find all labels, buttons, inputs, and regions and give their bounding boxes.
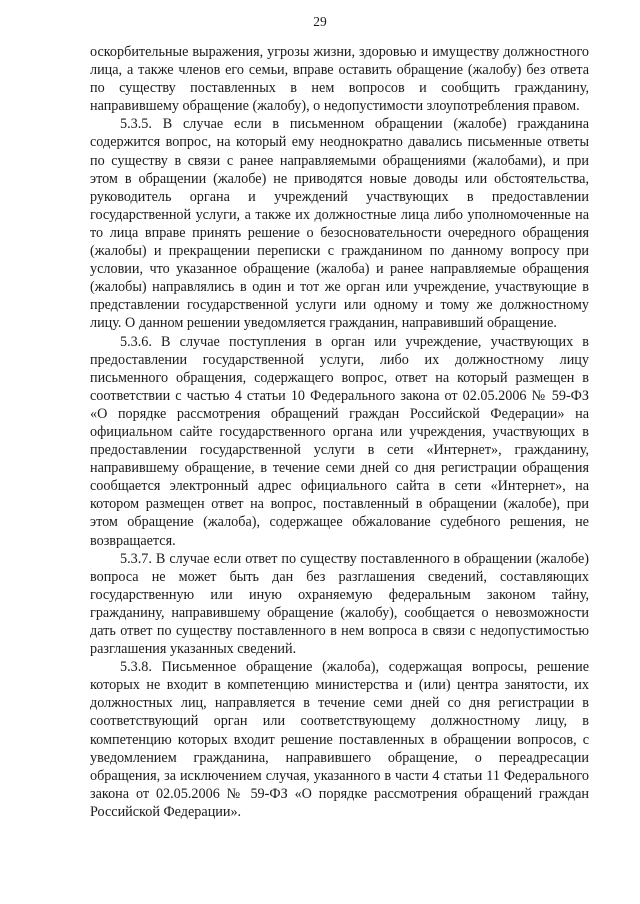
paragraph-5-3-8: 5.3.8. Письменное обращение (жалоба), содержащая вопросы, решение которых не входит в компетенцию министерства и (или) центра занятости, их должностных лиц, направляется в течение семи дней со дня регистрации в соответствующий орган или соответствующему должностному лицу, в компетенцию которых входит решение поставленных в обращении вопросов, с уведомлением гражданина, направившего обращение, о переадресации обращения, за исключением случая, указанного в части 4 статьи 11 Федерального закона от 02.05.2006 № 59-ФЗ «О порядке рассмотрения обращений граждан Российской Федерации».: [90, 659, 589, 820]
document-body: [90, 43, 589, 821]
paragraph-5-3-5: 5.3.5. В случае если в письменном обращении (жалобе) гражданина содержится вопрос, на который ему неоднократно давались письменные ответы по существу в связи с ранее направляемыми обращениями (жалобами), и при этом в обращении (жалобе) не приводятся новые доводы или обстоятельства, руководитель органа и учреждений участвующих в предоставлении государственной услуги, а также их должностные лица либо уполномоченные на то лица вправе принять решение о безосновательности очередного обращения (жалобы) и прекращении переписки с гражданином по данному вопросу при условии, что указанное обращение (жалоба) и ранее направляемые обращения (жалобы) направлялись в один и тот же орган или учреждение, участвующие в представлении государственной услуги или одному и тому же должностному лицу. О данном решении уведомляется гражданин, направивший обращение.: [90, 116, 589, 332]
paragraph-5-3-7: 5.3.7. В случае если ответ по существу поставленного в обращении (жалобе) вопроса не может быть дан без разглашения сведений, составляющих государственную или иную охраняемую федеральным законом тайну, гражданину, направившему обращение (жалобу), сообщается о невозможности дать ответ по существу поставленного в нем вопроса в связи с недопустимостью разглашения указанных сведений.: [90, 550, 589, 658]
paragraph-continuation: оскорбительные выражения, угрозы жизни, здоровью и имуществу должностного лица, а также членов его семьи, вправе оставить обращение (жалобу) без ответа по существу поставленных в нем вопросов и сообщить гражданину, направившему обращение (жалобу), о недопустимости злоупотребления правом.: [90, 44, 589, 115]
page-number: 29: [313, 14, 327, 29]
paragraph-5-3-6: 5.3.6. В случае поступления в орган или учреждение, участвующих в предоставлении государственной услуги, либо их должностному лицу письменного обращения, содержащего вопрос, ответ на который размещен в соответствии с частью 4 статьи 10 Федерального закона от 02.05.2006 № 59-ФЗ «О порядке рассмотрения обращений граждан Российской Федерации» на официальном сайте государственного органа или учреждения, участвующих в предоставлении государственной услуги в сети «Интернет», гражданину, направившему обращение, в течение семи дней со дня регистрации обращения сообщается электронный адрес официального сайта в сети «Интернет», на котором размещен ответ на вопрос, поставленный в обращении (жалобе), при этом обращение (жалоба), содержащее обжалование судебного решения, не возвращается.: [90, 333, 589, 549]
